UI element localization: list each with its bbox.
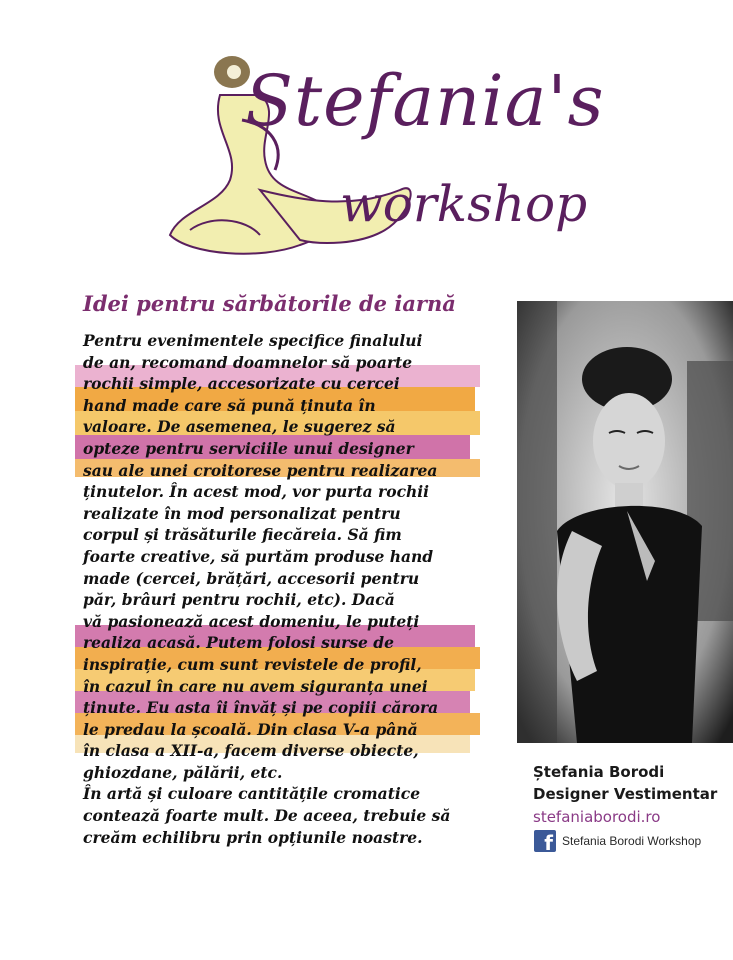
article-line: realizate în mod personalizat pentru (83, 503, 401, 523)
article-line: ținutelor. În acest mod, vor purta rochii (83, 482, 430, 502)
facebook-label: Stefania Borodi Workshop (562, 834, 702, 848)
article-body (83, 330, 483, 848)
article-line: în cazul în care nu avem siguranța unei (83, 676, 428, 696)
article-line: de an, recomand doamnelor să poarte (83, 352, 413, 372)
article-line: Pentru evenimentele specifice finalului (83, 331, 423, 350)
article-line: corpul și trăsăturile fiecăreia. Să fim (83, 525, 402, 545)
article-line: ținute. Eu asta îi învăț și pe copiii cărora (83, 698, 439, 718)
article-line: foarte creative, să purtăm produse hand (83, 546, 434, 566)
article-line: în clasa a XII-a, facem diverse obiecte, (83, 741, 419, 761)
article-line: contează foarte mult. De aceea, trebuie să (83, 806, 451, 826)
article-line: inspirație, cum sunt revistele de profil, (83, 654, 422, 674)
article-line: sau ale unei croitorese pentru realizarea (83, 460, 438, 480)
article-line: realiza acasă. Putem folosi surse de (83, 633, 395, 653)
article-line: hand made care să pună ținuta în (83, 395, 376, 415)
portrait-photo (517, 301, 733, 743)
article-headline: Idei pentru sărbătorile de iarnă (83, 291, 456, 316)
logo-subtitle: workshop (340, 175, 588, 233)
logo-title: Stefania's (245, 60, 605, 142)
article-line: le predau la școală. Din clasa V-a până (83, 719, 418, 739)
website-link[interactable]: stefaniaborodi.ro (533, 808, 661, 826)
facebook-icon: f (534, 830, 556, 852)
article-line: ghiozdane, pălării, etc. (83, 762, 283, 782)
article-line: opteze pentru serviciile unui designer (83, 438, 414, 458)
article-line: creăm echilibru prin opțiunile noastre. (83, 827, 423, 847)
article-line: made (cercei, brățări, accesorii pentru (83, 568, 420, 588)
article-line: valoare. De asemenea, le sugerez să (83, 417, 396, 437)
signature-block (533, 761, 717, 829)
author-title: Designer Vestimentar (533, 785, 718, 803)
article-line: În artă și culoare cantitățile cromatice (83, 784, 421, 804)
facebook-link[interactable] (534, 830, 702, 855)
article-line: vă pasionează acest domeniu, le puteți (83, 611, 420, 631)
article-line: rochii simple, accesorizate cu cercei (83, 374, 400, 394)
author-name: Ștefania Borodi (533, 763, 665, 781)
article-line: păr, brâuri pentru rochii, etc). Dacă (83, 590, 395, 610)
